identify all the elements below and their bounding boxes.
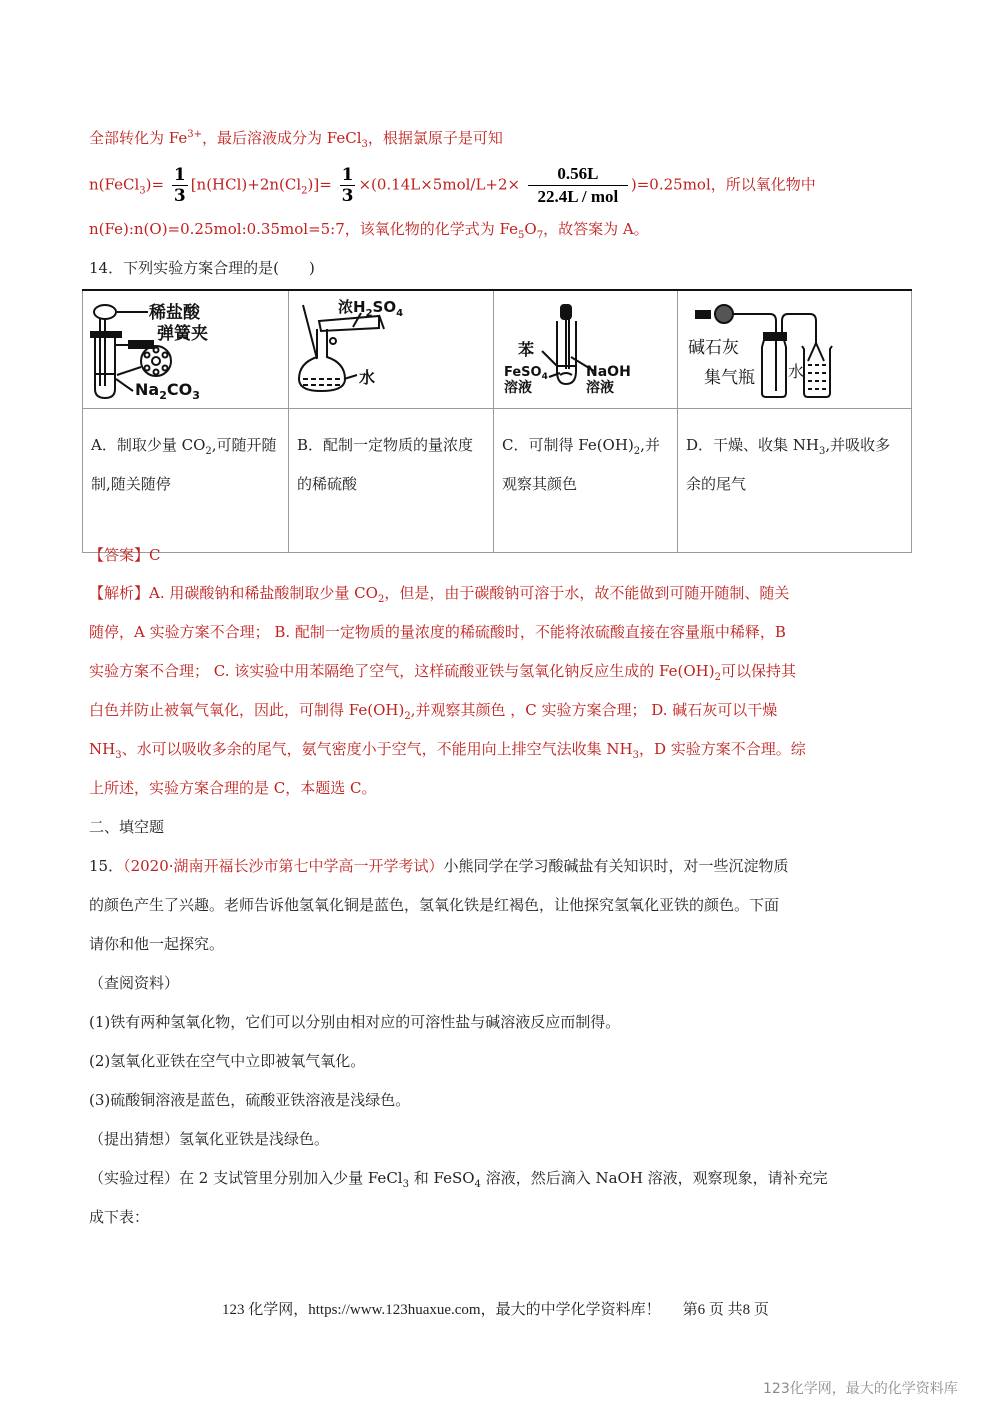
analysis-line-1 (89, 583, 789, 603)
subscript: 7 (536, 230, 544, 241)
figure-c (494, 290, 678, 409)
text: ，但是，由于碳酸钠可溶于水，故不能做到可随开随制、随关 (384, 584, 790, 602)
option-c[interactable] (494, 409, 678, 553)
text: ×(0.14L×5mol/L+2× (358, 175, 521, 194)
answer-value: C (149, 546, 161, 564)
hypothesis: （提出猜想）氢氧化亚铁是浅绿色。 (89, 1130, 330, 1148)
label-solution: 溶液 (586, 380, 614, 396)
analysis-line-5 (89, 739, 806, 759)
numerator: 0.56L (528, 163, 628, 186)
formula-part: CO (166, 380, 193, 399)
label-naoh: NaOH (586, 364, 631, 380)
numerator: 1 (173, 165, 186, 185)
text: 和 FeSO (408, 1169, 475, 1187)
formula-part: 浓H (338, 298, 366, 316)
solution-line-3 (89, 219, 649, 239)
subscript: 4 (541, 372, 548, 382)
fraction-one-third (340, 165, 356, 206)
subscript: 4 (474, 1179, 481, 1190)
text: )= (145, 175, 165, 194)
text: 随停，A 实验方案不合理； B. 配制一定物质的量浓度的稀硫酸时，不能将浓硫酸直接在容量瓶中稀释，B (89, 623, 786, 641)
apparatus-b-icon (289, 291, 493, 408)
denominator: 22.4L / mol (537, 187, 619, 206)
analysis-label: 【解析】 (89, 584, 150, 602)
svg-text:Na2CO3 (135, 380, 200, 402)
svg-text:浓H2SO4 (338, 298, 403, 319)
text: )]= (307, 175, 332, 194)
options-table (82, 289, 912, 553)
subscript: 3 (632, 750, 639, 761)
section-title: 二、填空题 (89, 818, 165, 836)
reference-item-2: (2)氢氧化亚铁在空气中立即被氧气氧化。 (89, 1052, 366, 1070)
solution-line-1 (89, 128, 503, 148)
label-benzene: 苯 (518, 340, 535, 359)
option-text: ,并吸收多余的尾气 (686, 436, 891, 493)
question-source: （2020·湖南开福长沙市第七中学高一开学考试） (123, 857, 444, 875)
subscript: 3 (361, 139, 368, 150)
subscript: 2 (404, 711, 411, 722)
text: 上所述，实验方案合理的是 C，本题选 C。 (89, 779, 377, 797)
subscript: 2 (159, 389, 167, 402)
solution-equation (89, 163, 816, 207)
figure-a (83, 290, 289, 409)
label-water: 水 (359, 368, 376, 387)
denominator: 3 (341, 186, 354, 206)
option-b[interactable] (289, 409, 494, 553)
option-text: A．制取少量 CO (91, 436, 206, 454)
question-number: 15． (89, 857, 124, 875)
option-text: ,可随开随制,随关随停 (91, 436, 277, 493)
analysis-line-4 (89, 700, 777, 720)
subscript: 3 (819, 446, 826, 457)
label-spring-clip: 弹簧夹 (157, 324, 208, 344)
fraction-volume-ratio (528, 163, 628, 208)
question-15-line-3: 请你和他一起探究。 (89, 935, 225, 953)
analysis-line-6 (89, 778, 377, 798)
numerator: 1 (341, 165, 354, 185)
answer-label: 【答案】 (89, 546, 150, 564)
watermark: 123化学网，最大的化学资料库 (763, 1381, 958, 1397)
text: )=0.25mol，所以氧化物中 (630, 175, 816, 194)
procedure-line-2: 成下表： (89, 1208, 150, 1226)
page-footer (222, 1298, 769, 1319)
text: n(Fe):n(O)=0.25mol:0.35mol=5:7，该氧化物的化学式为 Fe (89, 220, 519, 238)
text: 溶液，然后滴入 NaOH 溶液，观察现象，请补充完 (480, 1169, 828, 1187)
option-a[interactable] (83, 409, 289, 553)
subscript: 2 (365, 308, 373, 319)
text: 小熊同学在学习酸碱盐有关知识时，对一些沉淀物质 (443, 857, 789, 875)
label-solution: 溶液 (504, 380, 532, 396)
question-14-stem: 14．下列实验方案合理的是( ) (89, 259, 315, 277)
formula-part: Na (135, 380, 160, 399)
subscript: 2 (714, 672, 721, 683)
apparatus-a-icon (83, 291, 288, 408)
text: ，最后溶液成分为 FeCl (201, 129, 362, 147)
subscript: 4 (396, 308, 404, 319)
text: ,并观察其颜色 ，C 实验方案合理； D. 碱石灰可以干燥 (410, 701, 778, 719)
reference-item-3: (3)硫酸铜溶液是蓝色，硫酸亚铁溶液是浅绿色。 (89, 1091, 411, 1109)
analysis-line-2 (89, 622, 786, 642)
superscript: 3+ (187, 129, 202, 140)
text: n(FeCl (89, 175, 140, 194)
question-15-line-2: 的颜色产生了兴趣。老师告诉他氢氧化铜是蓝色，氢氧化铁是红褐色，让他探究氢氧化亚铁的颜色。下面 (89, 896, 780, 914)
figure-b (289, 290, 494, 409)
figure-d (678, 290, 912, 409)
reference-heading: （查阅资料） (89, 974, 180, 992)
option-text: C．可制得 Fe(OH) (502, 436, 634, 454)
label-dilute-hcl: 稀盐酸 (149, 303, 200, 323)
text: 、水可以吸收多余的尾气，氨气密度小于空气，不能用向上排空气法收集 NH (121, 740, 633, 758)
analysis-line-3 (89, 661, 796, 681)
subscript: 5 (518, 230, 525, 241)
subscript: 3 (115, 750, 122, 761)
text: 实验方案不合理； C. 该实验中用苯隔绝了空气，这样硫酸亚铁与氢氧化钠反应生成的 Fe(OH) (89, 662, 715, 680)
label-water: 水 (788, 362, 805, 381)
text: 白色并防止被氧气氧化，因此，可制得 Fe(OH) (89, 701, 405, 719)
fraction-one-third (172, 165, 188, 206)
subscript: 3 (402, 1179, 409, 1190)
label-soda-lime: 碱石灰 (688, 338, 739, 358)
option-text: B．配制一定物质的量浓度的稀硫酸 (297, 436, 474, 493)
option-text: D．干燥、收集 NH (686, 436, 820, 454)
text: ，根据氯原子是可知 (367, 129, 503, 147)
subscript: 2 (301, 185, 308, 197)
text: [n(HCl)+2n(Cl (190, 175, 302, 194)
text: ，D 实验方案不合理。综 (638, 740, 806, 758)
subscript: 2 (633, 446, 641, 457)
option-d[interactable] (678, 409, 912, 553)
page-number: 第6 页 共8 页 (682, 1302, 769, 1318)
text: 全部转化为 Fe (89, 129, 188, 147)
reference-item-1: (1)铁有两种氢氧化物，它们可以分别由相对应的可溶性盐与碱溶液反应而制得。 (89, 1013, 621, 1031)
text: ，故答案为 A。 (543, 220, 649, 238)
footer-text: 123 化学网，https://www.123huaxue.com，最大的中学化学资料库！ (222, 1302, 661, 1318)
label-gas-bottle: 集气瓶 (704, 368, 755, 388)
answer-line (89, 545, 161, 565)
text: A. 用碳酸钠和稀盐酸制取少量 CO (149, 584, 378, 602)
subscript: 3 (192, 389, 200, 402)
text: 可以保持其 (720, 662, 796, 680)
text: O (524, 220, 537, 238)
apparatus-d-icon (678, 291, 910, 408)
subscript: 3 (139, 185, 146, 197)
formula-part: FeSO (504, 365, 542, 380)
apparatus-c-icon (494, 291, 677, 408)
procedure-line-1 (89, 1168, 828, 1188)
text: （实验过程）在 2 支试管里分别加入少量 FeCl (89, 1169, 403, 1187)
denominator: 3 (173, 186, 186, 206)
question-15-line-1 (89, 856, 789, 876)
formula-part: SO (372, 298, 397, 316)
subscript: 2 (205, 446, 212, 457)
option-text: ,并观察其颜色 (502, 436, 660, 493)
subscript: 2 (377, 594, 385, 605)
text: NH (89, 740, 116, 758)
